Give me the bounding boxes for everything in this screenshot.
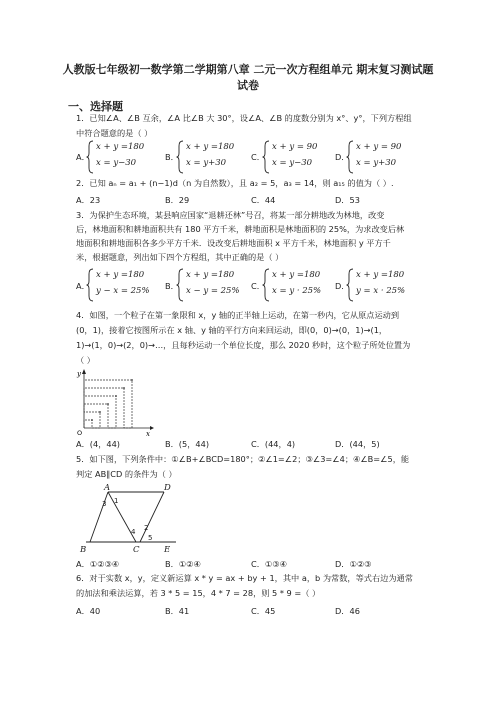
equation-2: x − y = 25% (186, 286, 240, 296)
q6-option-b: B．41 (165, 606, 190, 616)
q2-option-d: D．53 (335, 195, 360, 205)
equation-2: x = y−30 (272, 158, 313, 168)
q2-text: 2．已知 aₙ = a₁ + (n−1)d（n 为自然数），且 a₂ = 5，a₃ = 14，则 a₁₅ 的值为（ ）. (76, 178, 394, 188)
equation-2: y = x · 25% (356, 286, 406, 296)
equation-1: x + y =180 (272, 270, 321, 280)
option-label: C． (251, 281, 265, 291)
origin-label: O (77, 429, 83, 436)
x-axis-arrow-icon (150, 426, 154, 430)
point-c-label: C (133, 545, 140, 554)
angle-1-label: 1 (114, 497, 119, 505)
q3-text-2: 后，林地面积和耕地面积共有 180 平方千米，耕地面积是林地面积的 25%，为求改变后林 (76, 224, 405, 234)
q4-option-a: A．(4，44) (76, 439, 120, 449)
brace-icon (262, 140, 270, 174)
q2-option-b: B．29 (165, 195, 190, 205)
q4-option-d: D．(44，5) (335, 439, 380, 449)
q5-option-d: D．①②③ (335, 559, 372, 569)
angle-5-label: 5 (148, 534, 153, 542)
q1-text-1: 1．已知∠A、∠B 互余，∠A 比∠B 大 30°，设∠A、∠B 的度数分别为 x°、y°，下列方程组 (76, 113, 412, 123)
brace-icon (346, 140, 354, 174)
option-label: D． (335, 152, 350, 162)
equation-1: x + y =180 (96, 270, 145, 280)
q3-text-3: 地面积和耕地面积各多少平方千米．设改变后耕地面积 x 平方千米，林地面积 y 平方千 (76, 238, 391, 248)
equation-2: x = y+30 (356, 158, 397, 168)
equation-2: x = y · 25% (272, 286, 322, 296)
particle-path-figure (74, 368, 154, 436)
y-axis-arrow-icon (82, 369, 86, 374)
angle-4-label: 4 (131, 528, 136, 536)
x-axis-label: x (146, 430, 150, 436)
q6-option-a: A．40 (76, 606, 101, 616)
brace-icon (86, 140, 94, 174)
brace-icon (176, 268, 184, 302)
document-title (60, 62, 436, 94)
option-label: B． (165, 281, 179, 291)
parallel-lines-figure (78, 484, 182, 554)
angle-2-label: 2 (144, 524, 149, 532)
q4-text-1: 4．如图，一个粒子在第一象限和 x，y 轴的正半轴上运动，在第一秒内，它从原点运动到 (76, 310, 400, 320)
q2-option-a: A．23 (76, 195, 101, 205)
equation-2: y − x = 25% (96, 286, 150, 296)
q6-option-c: C．45 (251, 606, 276, 616)
y-axis-label: y (77, 370, 81, 378)
q5-text-2: 判定 AB∥CD 的条件为（ ） (76, 469, 177, 479)
q6-text-1: 6．对于实数 x，y，定义新运算 x * y = ax + by + 1，其中 a，b 为常数，等式右边为通常 (76, 573, 413, 583)
q4-text-2: (0，1)，接着它按图所示在 x 轴、y 轴的平行方向来回运动，即(0，0)→(0，1)→(1， (76, 325, 388, 335)
q4-option-c: C．(44，4) (251, 439, 296, 449)
point-b-label: B (80, 545, 87, 554)
brace-icon (176, 140, 184, 174)
brace-icon (86, 268, 94, 302)
q2-option-c: C．44 (251, 195, 276, 205)
equation-2: x = y+30 (186, 158, 227, 168)
q4-option-b: B．(5，44) (165, 439, 210, 449)
q5-option-c: C．①③④ (251, 559, 287, 569)
q5-option-b: B．①②④ (165, 559, 201, 569)
option-label: B． (165, 152, 179, 162)
q3-text-4: 米，根据题意，列出如下四个方程组，其中正确的是（ ） (76, 252, 284, 262)
q6-option-d: D．46 (335, 606, 360, 616)
q6-text-2: 的加法和乘法运算，若 3 * 5 = 15，4 * 7 = 28，则 5 * 9 =（ ） (76, 588, 321, 598)
equation-1: x + y =180 (186, 270, 235, 280)
equation-1: x + y =180 (96, 142, 145, 152)
q3-text-1: 3．为保护生态环境，某县响应国家“退耕还林”号召，将某一部分耕地改为林地，改变 (76, 210, 385, 220)
title-line-2: 试卷 (237, 79, 259, 92)
q1-text-2: 中符合题意的是（ ） (76, 128, 153, 138)
option-label: C． (251, 152, 265, 162)
option-label: D． (335, 281, 350, 291)
section-heading: 一、选择题 (68, 100, 123, 113)
equation-1: x + y =180 (186, 142, 235, 152)
title-line-1: 人教版七年级初一数学第二学期第八章 二元一次方程组单元 期末复习测试题 (62, 63, 434, 76)
q4-text-3: 1)→(1，0)→(2，0)→…，且每秒运动一个单位长度，那么 2020 秒时，这个粒子所处位置为 (76, 340, 411, 350)
option-label: A． (76, 281, 90, 291)
q5-option-a: A．①②③④ (76, 559, 120, 569)
equation-1: x + y = 90 (356, 142, 402, 152)
point-e-label: E (164, 545, 171, 554)
point-d-label: D (164, 484, 171, 493)
angle-3-label: 3 (102, 500, 107, 508)
equation-1: x + y = 90 (272, 142, 318, 152)
q4-text-4: （ ） (76, 355, 95, 365)
point-a-label: A (104, 484, 111, 493)
option-label: A． (76, 152, 90, 162)
equation-1: x + y =180 (356, 270, 405, 280)
brace-icon (262, 268, 270, 302)
equation-2: x = y−30 (96, 158, 137, 168)
brace-icon (346, 268, 354, 302)
q5-text-1: 5．如下图，下列条件中：①∠B+∠BCD=180°；②∠1=∠2；③∠3=∠4；④∠B=∠5，能 (76, 454, 410, 464)
